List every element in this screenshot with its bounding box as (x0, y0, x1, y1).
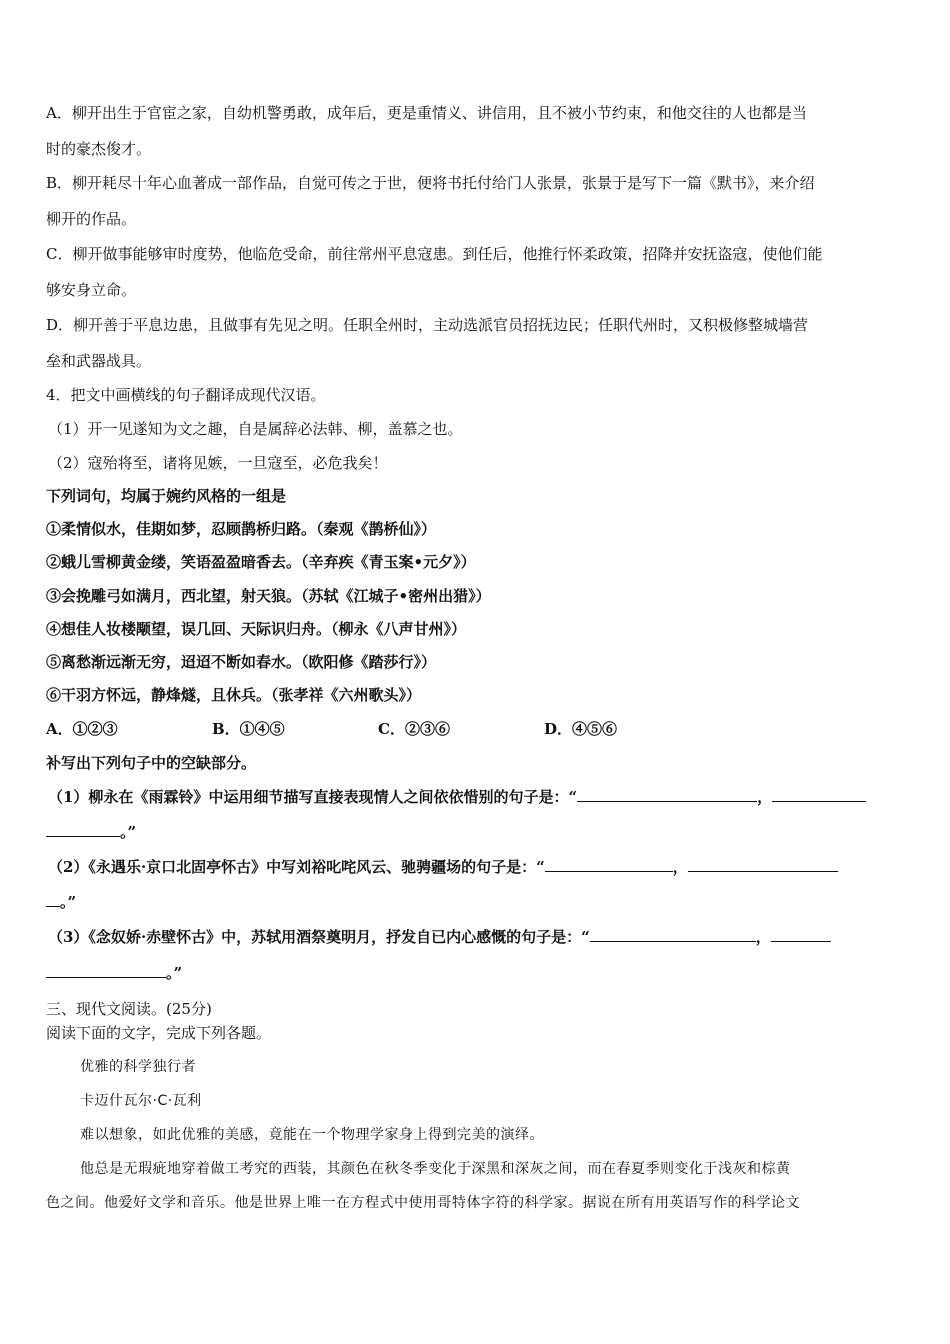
fill-q2-blank-2a[interactable] (688, 857, 838, 872)
fill-q1-blank-2a[interactable] (772, 787, 866, 802)
fill-q1-blank-1[interactable] (577, 787, 757, 802)
option-c-line-2: 够安身立命。 (46, 281, 137, 299)
fill-q2-comma: ， (672, 858, 688, 876)
section-3-heading: 三、现代文阅读。(25分) (46, 1000, 212, 1018)
fill-q2-text: （2）《永遇乐·京口北固亭怀古》中写刘裕叱咤风云、驰骋疆场的句子是：“ (48, 858, 545, 876)
choice-c: C．②③⑥ (378, 720, 450, 738)
fill-q1-line-1 (48, 786, 906, 808)
fill-q2-end: 。” (60, 893, 77, 911)
article-title: 优雅的科学独行者 (80, 1059, 196, 1075)
fill-q3-text: （3）《念奴娇·赤壁怀古》中，苏轼用酒祭奠明月，抒发自已内心感慨的句子是：“ (48, 928, 590, 946)
article-paragraph-1: 难以想象，如此优雅的美感，竟能在一个物理学家身上得到完美的演绎。 (80, 1127, 544, 1143)
fill-q3-blank-2a[interactable] (771, 927, 831, 942)
choice-d: D．④⑤⑥ (544, 720, 618, 738)
fill-q1-text: （1）柳永在《雨霖铃》中运用细节描写直接表现情人之间依依惜别的句子是：“ (48, 788, 578, 806)
fill-q3-line-1 (48, 926, 906, 948)
fill-q1-end: 。” (120, 823, 137, 841)
option-c-line-1: C．柳开做事能够审时度势，他临危受命，前往常州平息寇患。到任后，他推行怀柔政策，招降并安抚盗寇，使他们能 (46, 245, 823, 263)
fill-stem: 补写出下列句子中的空缺部分。 (46, 754, 257, 772)
option-a-line-2: 时的豪杰俊才。 (46, 140, 152, 158)
section-3-instruction: 阅读下面的文字，完成下列各题。 (46, 1024, 272, 1042)
q4-sub-2: （2）寇殆将至，诸将见嫉，一旦寇至，必危我矣！ (48, 454, 388, 472)
choice-b: B．①④⑤ (212, 720, 285, 738)
poetry-item-4: ④想佳人妆楼颙望，误几回、天际识归舟。（柳永《八声甘州》） (46, 620, 467, 638)
fill-q1-line-2 (46, 821, 906, 843)
poetry-choices (46, 718, 906, 740)
fill-q3-comma: ， (755, 928, 771, 946)
poetry-item-6: ⑥干羽方怀远，静烽燧，且休兵。（张孝祥《六州歌头》） (46, 686, 422, 704)
poetry-stem: 下列词句，均属于婉约风格的一组是 (46, 487, 287, 505)
fill-q3-blank-2b[interactable] (46, 963, 166, 978)
fill-q3-blank-1[interactable] (590, 927, 756, 942)
fill-q3-end: 。” (166, 964, 183, 982)
fill-q2-blank-2b[interactable] (46, 892, 60, 907)
fill-q3-line-2 (46, 962, 906, 984)
fill-q1-comma: ， (757, 788, 773, 806)
q4-stem: 4．把文中画横线的句子翻译成现代汉语。 (46, 386, 326, 404)
poetry-item-3: ③会挽雕弓如满月，西北望，射天狼。（苏轼《江城子•密州出猎》） (46, 587, 491, 605)
q4-sub-1: （1）开一见遂知为文之趣，自是属辞必法韩、柳，盖慕之也。 (48, 420, 463, 438)
fill-q1-blank-2b[interactable] (46, 822, 120, 837)
choice-a: A．①②③ (46, 720, 118, 738)
article-paragraph-2-line-1: 他总是无瑕疵地穿着做工考究的西装，其颜色在秋冬季变化于深黑和深灰之间，而在春夏季则变化于浅灰和棕黄 (80, 1161, 791, 1177)
option-d-line-2: 垒和武器战具。 (46, 352, 152, 370)
fill-q2-blank-1[interactable] (545, 857, 673, 872)
fill-q2-line-2 (46, 891, 906, 913)
option-b-line-2: 柳开的作品。 (46, 210, 137, 228)
poetry-item-5: ⑤离愁渐远渐无穷，迢迢不断如春水。（欧阳修《踏莎行》） (46, 653, 437, 671)
article-paragraph-2-line-2: 色之间。他爱好文学和音乐。他是世界上唯一在方程式中使用哥特体字符的科学家。据说在所有用英语写作的科学论文 (46, 1195, 800, 1211)
option-d-line-1: D．柳开善于平息边患，且做事有先见之明。任职全州时，主动选派官员招抚边民；任职代州时，又积极修整城墙营 (46, 316, 809, 334)
option-a-line-1: A．柳开出生于官宦之家，自幼机警勇敢，成年后，更是重情义、讲信用，且不被小节约束，和他交往的人也都是当 (46, 104, 807, 122)
option-b-line-1: B．柳开耗尽十年心血著成一部作品，自觉可传之于世，便将书托付给门人张景，张景于是写下一篇《默书》，来介绍 (46, 174, 815, 192)
fill-q2-line-1 (48, 856, 906, 878)
poetry-item-1: ①柔情似水，佳期如梦，忍顾鹊桥归路。（秦观《鹊桥仙》） (46, 520, 437, 538)
article-author: 卡迈什瓦尔·C·瓦利 (80, 1093, 202, 1109)
poetry-item-2: ②蛾儿雪柳黄金缕，笑语盈盈暗香去。（辛弃疾《青玉案•元夕》） (46, 553, 476, 571)
